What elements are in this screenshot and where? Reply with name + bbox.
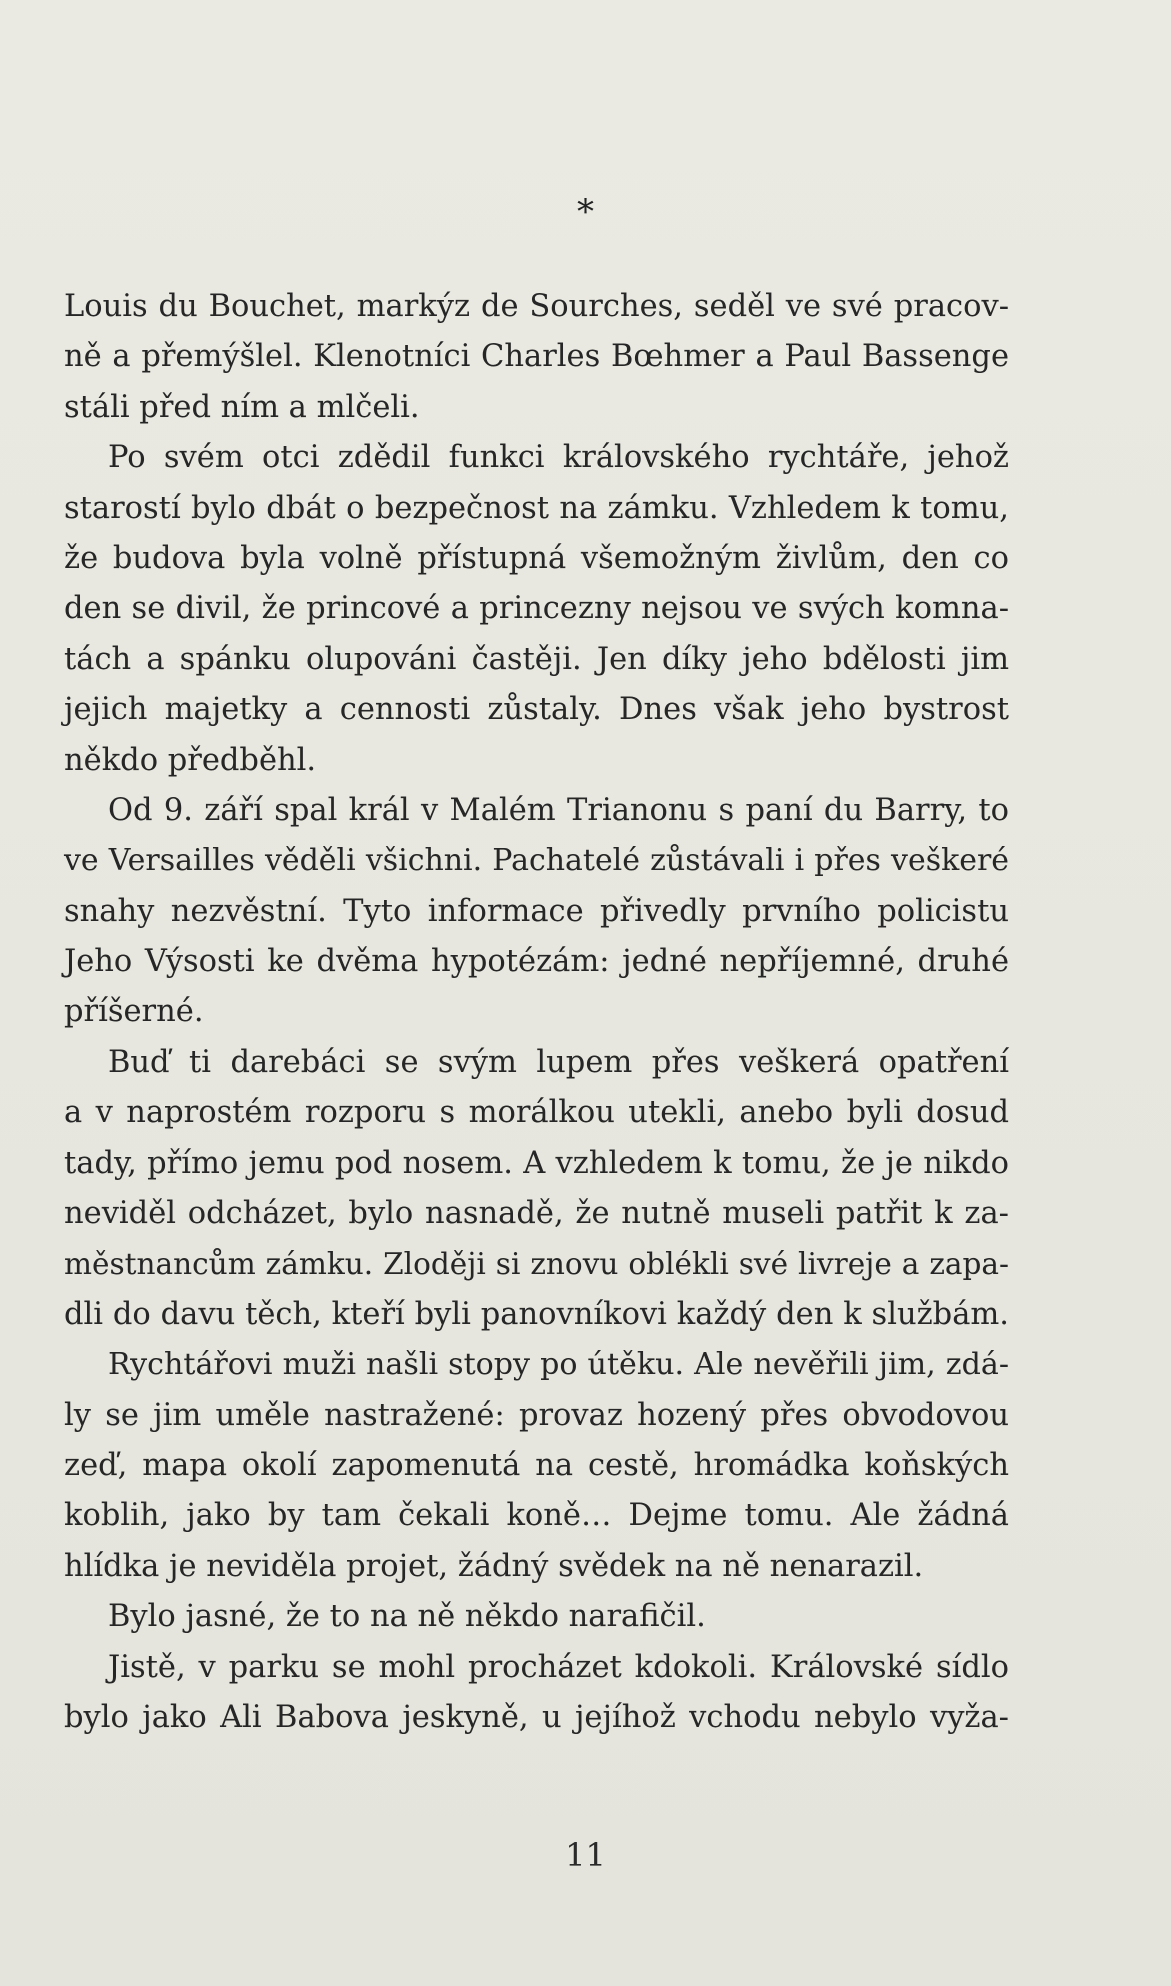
text-line: Po svém otci zdědil funkci královského rychtáře, jehož (108, 440, 1009, 476)
text-line: Buď ti darebáci se svým lupem přes veškerá opatření (108, 1044, 1009, 1080)
text-line: tách a spánku olupováni častěji. Jen díky jeho bdělosti jim (64, 641, 1009, 677)
text-line: Jistě, v parku se mohl procházet kdokoli. Královské sídlo (108, 1649, 1009, 1685)
text-line: zeď, mapa okolí zapomenutá na cestě, hromádka koňských (64, 1447, 1009, 1483)
text-line: stáli před ním a mlčeli. (64, 389, 420, 425)
text-line: Od 9. září spal král v Malém Trianonu s paní du Barry, to (108, 792, 1009, 828)
text-line: den se divil, že princové a princezny nejsou ve svých komna- (64, 591, 1009, 627)
text-line: koblih, jako by tam čekali koně… Dejme tomu. Ale žádná (64, 1498, 1009, 1534)
text-line: neviděl odcházet, bylo nasnadě, že nutně museli patřit k za- (64, 1196, 1009, 1232)
body-text (64, 282, 1009, 1743)
text-line: městnancům zámku. Zloději si znovu oblékli své livreje a zapa- (64, 1247, 1009, 1282)
text-line: Louis du Bouchet, markýz de Sourches, seděl ve své pracov- (64, 289, 1009, 324)
text-line: snahy nezvěstní. Tyto informace přivedly prvního policistu (64, 893, 1009, 929)
text-line: někdo předběhl. (64, 742, 317, 778)
text-line: Rychtářovi muži našli stopy po útěku. Ale nevěřili jim, zdá- (108, 1347, 1009, 1383)
text-line: Jeho Výsosti ke dvěma hypotézám: jedné nepříjemné, druhé (64, 944, 1009, 980)
section-separator: * (577, 192, 594, 232)
text-line: dli do davu těch, kteří byli panovníkovi každý den k službám. (64, 1296, 1009, 1332)
text-line: starostí bylo dbát o bezpečnost na zámku. Vzhledem k tomu, (64, 490, 1009, 526)
text-line: ly se jim uměle nastražené: provaz hozený přes obvodovou (64, 1397, 1009, 1433)
text-line: příšerné. (64, 994, 204, 1030)
text-line: Bylo jasné, že to na ně někdo narafičil. (108, 1599, 706, 1635)
text-line: hlídka je neviděla projet, žádný svědek na ně nenarazil. (64, 1548, 924, 1584)
text-line: tady, přímo jemu pod nosem. A vzhledem k tomu, že je nikdo (64, 1145, 1009, 1181)
text-line: a v naprostém rozporu s morálkou utekli, anebo byli dosud (64, 1095, 1009, 1131)
text-line: jejich majetky a cennosti zůstaly. Dnes však jeho bystrost (64, 692, 1009, 728)
text-line: ně a přemýšlel. Klenotníci Charles Bœhmer a Paul Bassenge (64, 339, 1009, 375)
text-line: bylo jako Ali Babova jeskyně, u jejíhož vchodu nebylo vyža- (64, 1699, 1009, 1735)
page-number: 11 (565, 1836, 606, 1874)
text-line: že budova byla volně přístupná všemožným živlům, den co (64, 540, 1009, 576)
text-line: ve Versailles věděli všichni. Pachatelé zůstávali i přes veškeré (64, 843, 1009, 879)
